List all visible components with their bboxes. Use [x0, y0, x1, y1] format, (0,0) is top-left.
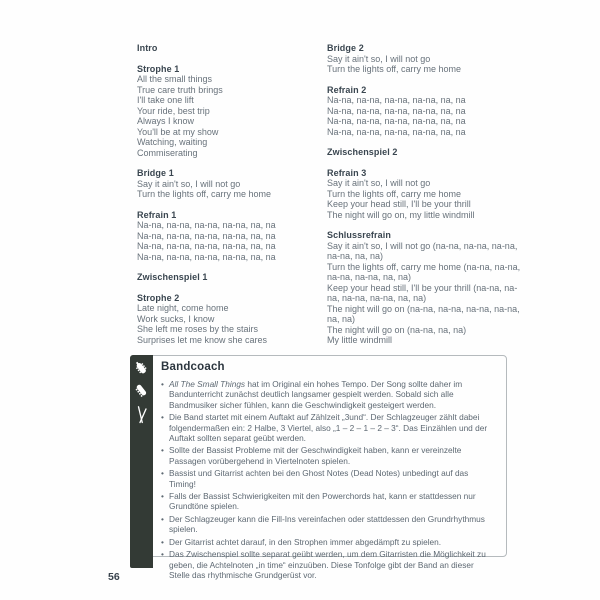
bandcoach-tips-list: [161, 379, 496, 580]
section-heading: Bridge 2: [327, 43, 364, 53]
lyric-line: Say it ain't so, I will not go: [137, 178, 241, 189]
lyric-line: The night will go on, my little windmill: [327, 209, 475, 220]
lyric-line: Say it ain't so, I will not go (na-na, na-na, na-na, na-na, na, na): [327, 240, 518, 261]
bandcoach-tip: [161, 491, 496, 512]
lyric-line: Always I know: [137, 116, 195, 126]
lyric-line: She left me roses by the stairs: [137, 324, 259, 334]
lyrics-column-left: [137, 43, 319, 355]
bandcoach-tip: [161, 514, 496, 535]
section-heading: Zwischenspiel 1: [137, 272, 208, 282]
section-heading: Refrain 3: [327, 167, 367, 178]
tip-text: hat im Original ein hohes Tempo. Der Song sollte daher im Bandunterricht zunächst deutlich langsamer gespielt werden. Sobald sich alle Bandmusiker sicher fühlen, kann die Geschwindigkeit gesteigert werden.: [169, 379, 463, 410]
tip-text: Bassist und Gitarrist achten bei den Ghost Notes (Dead Notes) unbedingt auf das Timing!: [169, 468, 469, 489]
lyric-line: My little windmill: [327, 335, 393, 345]
lyric-line: Work sucks, I know: [137, 313, 215, 324]
section-heading: Strophe 1: [137, 63, 180, 74]
lyric-line: Na-na, na-na, na-na, na-na, na, na: [327, 105, 466, 116]
song-title-reference: All The Small Things: [169, 379, 246, 389]
lyric-line: Say it ain't so, I will not go: [327, 53, 431, 64]
lyric-line: Keep your head still, I'll be your thrill (na-na, na-na, na-na, na-na, na, na): [327, 282, 518, 303]
lyric-line: Turn the lights off, carry me home: [137, 189, 272, 199]
section-bridge-1: [137, 168, 319, 200]
section-heading: Schlussrefrain: [327, 230, 391, 240]
section-heading: Strophe 2: [137, 292, 180, 303]
lyric-line: Na-na, na-na, na-na, na-na, na, na: [327, 126, 466, 137]
bandcoach-box: [130, 355, 507, 580]
lyric-line: Na-na, na-na, na-na, na-na, na, na: [327, 116, 466, 126]
drumsticks-icon: [134, 404, 149, 431]
tip-text: Der Gitarrist achtet darauf, in den Strophen immer abgedämpft zu spielen.: [169, 536, 442, 547]
bass-headstock-icon: [134, 382, 149, 404]
bandcoach-tip: [161, 468, 496, 489]
section-intro: [137, 43, 319, 54]
tip-text: Sollte der Bassist Probleme mit der Geschwindigkeit haben, kann er vereinzelte Passagen vorübergehend in Viertelnoten spielen.: [169, 445, 462, 466]
bandcoach-tip: [161, 412, 496, 443]
section-heading: Intro: [137, 43, 158, 53]
lyric-line: All the small things: [137, 74, 213, 84]
tip-text: Das Zwischenspiel sollte separat geübt werden, um dem Gitarristen die Möglichkeit zu geben, die Achtelnoten „in time“ einzuüben. Diese Tonfolge gibt der Band an dieser Stelle das rhythmische Grundgerüst vor.: [169, 549, 486, 580]
lyric-line: Surprises let me know she cares: [137, 334, 268, 345]
lyric-line: Your ride, best trip: [137, 105, 210, 116]
lyrics-column-right: [327, 43, 523, 356]
lyric-line: You'll be at my show: [137, 126, 219, 137]
bandcoach-tip: [161, 537, 496, 547]
section-schlussrefrain: [327, 230, 523, 346]
section-heading: Refrain 2: [327, 84, 367, 95]
lyric-line: Turn the lights off, carry me home: [327, 64, 462, 74]
section-bridge-2: [327, 43, 523, 75]
lyric-line: I'll take one lift: [137, 95, 194, 105]
lyric-line: Watching, waiting: [137, 137, 208, 147]
section-refrain-1: [137, 210, 319, 263]
lyric-line: True care truth brings: [137, 84, 223, 95]
lyric-line: Na-na, na-na, na-na, na-na, na, na: [327, 95, 466, 105]
section-strophe-1: [137, 64, 319, 159]
bandcoach-sidebar: [130, 355, 153, 568]
lyric-line: Turn the lights off, carry me home (na-na, na-na, na-na, na-na, na, na): [327, 261, 521, 282]
bandcoach-body: [159, 356, 500, 580]
tip-text: Die Band startet mit einem Auftakt auf Zählzeit „3und“. Der Schlagzeuger zählt dabei folgendermaßen ein: 2 Halbe, 3 Viertel, also „1 – 2 – 1 – 2 – 3“. Das Einzählen und der Auftakt sollten separat geübt werden.: [169, 412, 488, 444]
lyric-line: Commiserating: [137, 147, 198, 158]
lyric-line: Na-na, na-na, na-na, na-na, na, na: [137, 230, 276, 241]
guitar-headstock-icon: [134, 360, 149, 382]
lyric-line: Na-na, na-na, na-na, na-na, na, na: [137, 251, 276, 262]
section-zwischenspiel-1: [137, 272, 319, 283]
lyric-line: Keep your head still, I'll be your thrill: [327, 199, 471, 209]
section-heading: Bridge 1: [137, 168, 174, 178]
section-refrain-3: [327, 168, 523, 221]
bandcoach-tip: [161, 445, 496, 466]
page-number: 56: [108, 571, 120, 583]
tip-text: Falls der Bassist Schwierigkeiten mit den Powerchords hat, kann er stattdessen nur Grundtöne spielen.: [169, 491, 476, 512]
lyric-line: Turn the lights off, carry me home: [327, 188, 462, 199]
bandcoach-tip: [161, 549, 496, 580]
section-strophe-2: [137, 293, 319, 346]
tip-text: Der Schlagzeuger kann die Fill-Ins vereinfachen oder stattdessen den Grundrhythmus spielen.: [169, 513, 485, 535]
lyric-line: Na-na, na-na, na-na, na-na, na, na: [137, 241, 276, 251]
section-heading: Zwischenspiel 2: [327, 147, 398, 157]
section-refrain-2: [327, 85, 523, 138]
lyric-line: Na-na, na-na, na-na, na-na, na, na: [137, 220, 276, 230]
lyric-line: Late night, come home: [137, 303, 229, 313]
section-heading: Refrain 1: [137, 209, 177, 220]
lyric-line: Say it ain't so, I will not go: [327, 178, 431, 188]
bandcoach-tip: [161, 379, 496, 410]
section-zwischenspiel-2: [327, 147, 523, 158]
bandcoach-title: Bandcoach: [161, 361, 225, 373]
lyric-line: The night will go on (na-na, na, na): [327, 324, 467, 335]
lyric-line: The night will go on (na-na, na-na, na-na, na-na, na, na): [327, 303, 520, 324]
